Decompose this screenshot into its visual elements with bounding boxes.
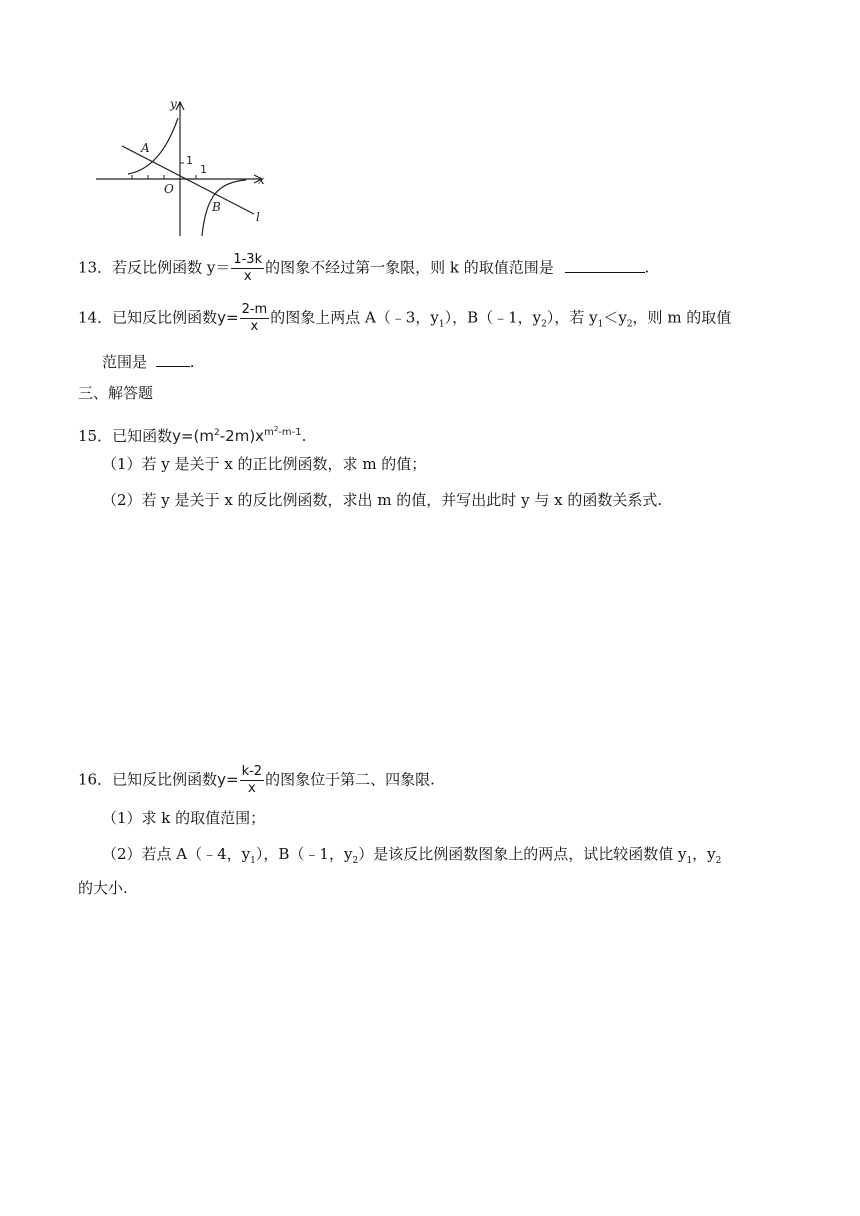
fraction: [231, 252, 264, 285]
fraction-numerator: k-2: [241, 764, 263, 779]
fraction-numerator: 1-3k: [233, 252, 263, 267]
question-text: 的图象不经过第一象限，则 k 的取值范围是: [265, 258, 554, 277]
point-a-label: A: [141, 141, 150, 155]
question-text: 若反比例函数 y＝: [112, 258, 231, 277]
fraction-denominator: x: [250, 319, 259, 334]
fraction-denominator: x: [243, 269, 252, 284]
question-16-part-2-line2: 的大小.: [78, 879, 128, 897]
question-number: 15．: [78, 427, 113, 445]
subscript: 1: [597, 319, 604, 330]
exponent: [264, 427, 302, 438]
question-text: 的图象位于第二、四象限.: [265, 770, 435, 789]
period: .: [301, 427, 307, 445]
formula: [172, 427, 302, 445]
subscript: 2: [715, 856, 722, 866]
question-text: 已知函数: [112, 427, 173, 445]
subscript: 1: [250, 856, 256, 866]
period: .: [644, 258, 650, 277]
question-text: 范围是: [102, 353, 148, 371]
answer-blank[interactable]: [156, 365, 190, 367]
exponent-part: -m-1: [278, 427, 302, 438]
formula-part: y=(m: [172, 427, 215, 445]
question-15: [78, 417, 306, 448]
y-axis-label: y: [170, 97, 177, 111]
x-axis-label: x: [258, 173, 265, 187]
subscript: 2: [541, 319, 547, 330]
question-15-part-2: （2）若 y 是关于 x 的反比例函数，求出 m 的值，并写出此时 y 与 x 的函数关系式.: [102, 491, 663, 509]
question-text: ），B（﹣1，y: [255, 845, 353, 863]
subscript: 1: [686, 856, 693, 866]
question-text: ），若 y: [546, 308, 598, 327]
question-number: 16．: [78, 770, 113, 789]
hyperbola-branch-q4: [202, 180, 246, 236]
section-heading: 三、解答题: [78, 384, 154, 402]
origin-label: O: [164, 182, 174, 196]
period: .: [189, 353, 195, 371]
question-text: ＜y: [603, 308, 627, 327]
formula-y-equals: y=: [217, 308, 239, 327]
question-15-part-1: （1）若 y 是关于 x 的正比例函数，求 m 的值；: [102, 455, 427, 473]
exponent-part: m: [264, 427, 274, 438]
tick-label-y: 1: [186, 154, 193, 167]
superscript: 2: [214, 428, 220, 438]
question-text: ），B（﹣1，y: [444, 308, 542, 327]
formula-part: -2m)x: [219, 427, 265, 445]
question-text: ）是该反比例函数图象上的两点，试比较函数值 y: [358, 845, 687, 863]
question-text: 已知反比例函数: [112, 770, 218, 789]
question-16: [78, 764, 435, 797]
fraction-numerator: 2-m: [241, 302, 268, 317]
fraction-denominator: x: [247, 781, 256, 796]
question-text: 的图象上两点 A（﹣3，y: [270, 308, 439, 327]
question-text: ，则 m 的取值: [632, 308, 732, 327]
line-l-label: l: [256, 210, 260, 224]
subscript: 2: [352, 856, 359, 866]
answer-blank[interactable]: [565, 271, 645, 273]
fraction: [240, 764, 265, 797]
question-13: [78, 252, 649, 285]
subscript: 1: [438, 319, 445, 330]
function-graph-figure: [92, 96, 282, 240]
question-text: （2）若点 A（﹣4，y: [102, 845, 251, 863]
tick-label-x: 1: [200, 163, 207, 176]
point-b-label: B: [212, 200, 221, 214]
question-text: ，y: [692, 845, 716, 863]
formula-y-equals: y=: [217, 770, 239, 789]
question-number: 13．: [78, 258, 113, 277]
question-number: 14．: [78, 308, 113, 327]
question-14: [78, 302, 731, 337]
hyperbola-branch-q2: [128, 118, 178, 174]
exponent-square: 2: [273, 425, 279, 433]
question-16-part-2: [102, 842, 721, 873]
fraction: [240, 302, 270, 335]
subscript: 2: [626, 319, 633, 330]
question-16-part-1: （1）求 k 的取值范围；: [102, 809, 266, 827]
question-text: 已知反比例函数: [112, 308, 218, 327]
question-14-line2: [102, 350, 195, 374]
